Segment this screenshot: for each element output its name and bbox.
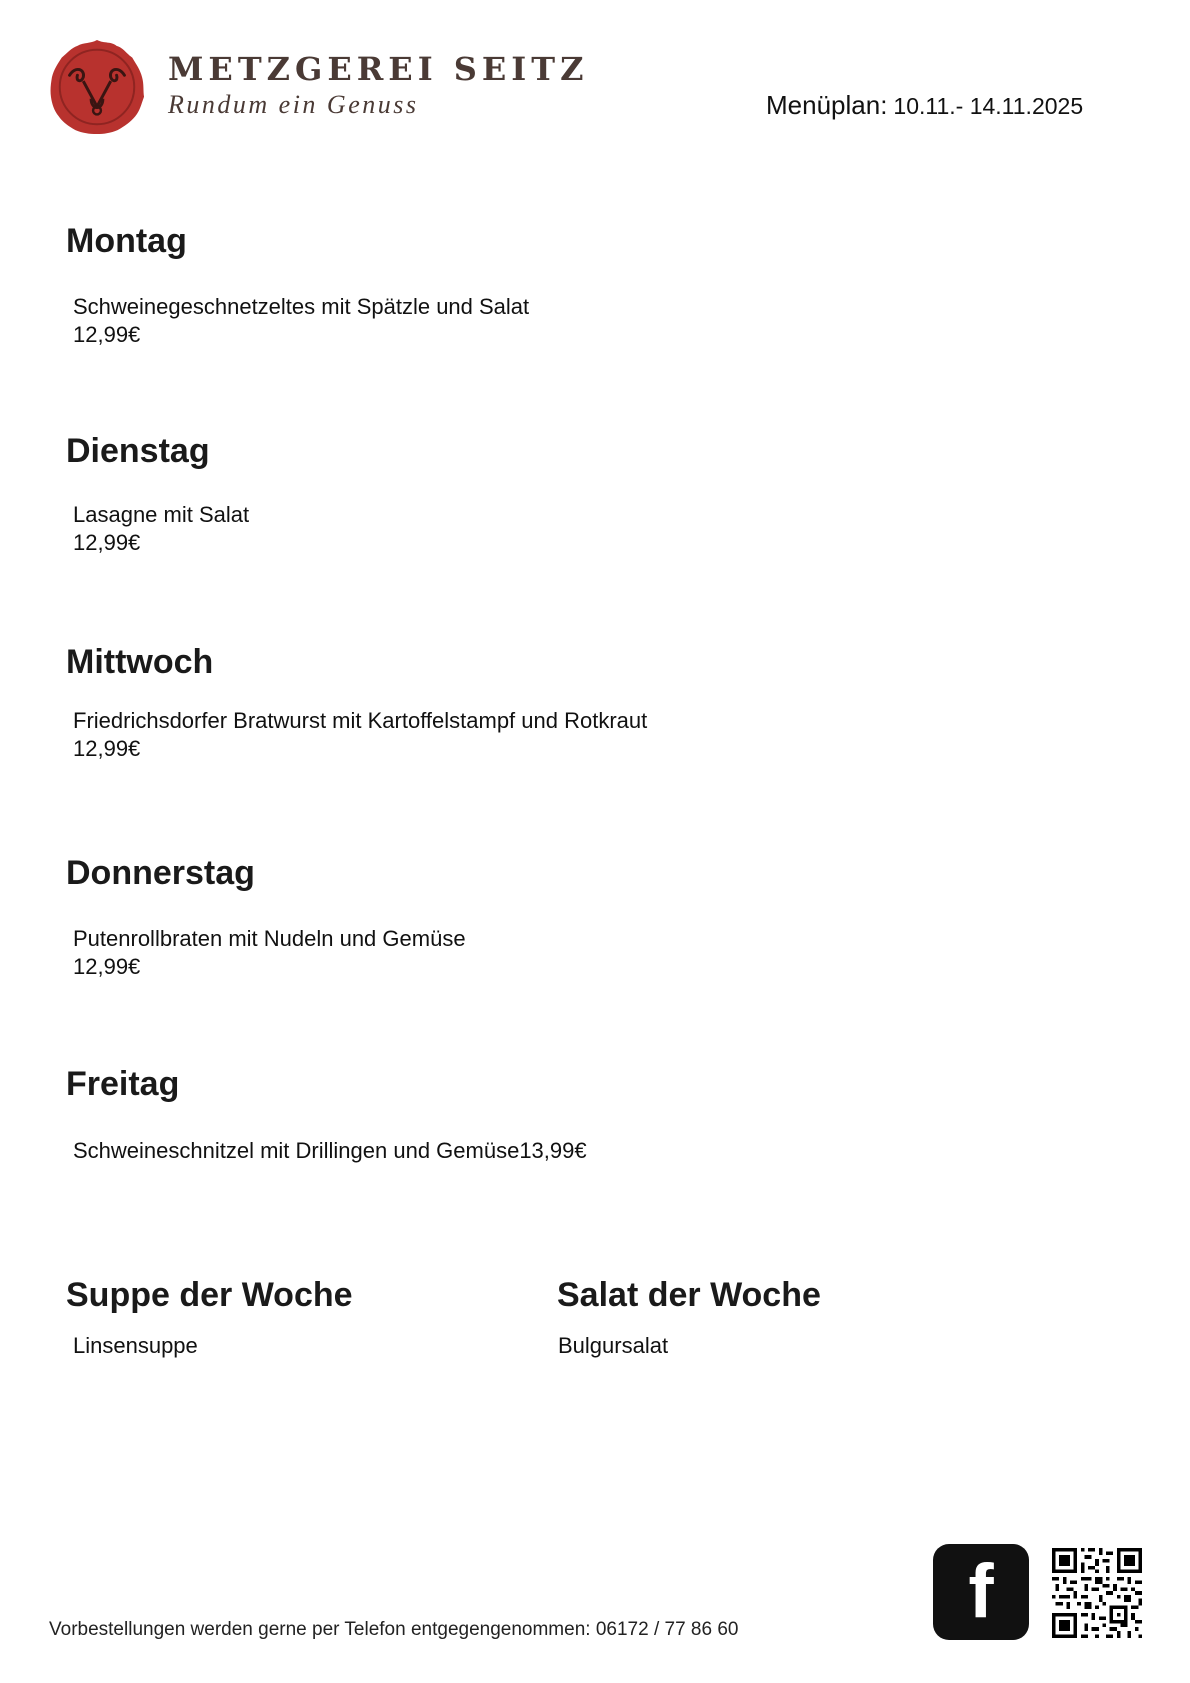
day-heading-thursday: Donnerstag xyxy=(66,854,255,892)
qr-code-icon[interactable] xyxy=(1052,1548,1142,1638)
day-heading-monday: Montag xyxy=(66,222,187,260)
price-monday: 12,99€ xyxy=(73,322,141,347)
dish-wednesday: Friedrichsdorfer Bratwurst mit Kartoffelstampf und Rotkraut xyxy=(73,708,648,733)
brand-name: METZGEREI SEITZ xyxy=(168,50,589,88)
logo-seal-icon xyxy=(48,38,146,136)
price-thursday: 12,99€ xyxy=(73,954,141,979)
menu-period-dates: 10.11.- 14.11.2025 xyxy=(893,93,1084,119)
dish-monday: Schweinegeschnetzeltes mit Spätzle und Salat xyxy=(73,294,530,319)
soup-of-week-item: Linsensuppe xyxy=(73,1333,198,1358)
price-tuesday: 12,99€ xyxy=(73,530,141,555)
brand-slogan: Rundum ein Genuss xyxy=(168,90,419,119)
footer-note: Vorbestellungen werden gerne per Telefon entgegengenommen: 06172 / 77 86 60 xyxy=(49,1619,739,1640)
salad-of-week-heading: Salat der Woche xyxy=(557,1276,821,1314)
price-wednesday: 12,99€ xyxy=(73,736,141,761)
dish-friday: Schweineschnitzel mit Drillingen und Gemüse13,99€ xyxy=(73,1138,587,1163)
day-heading-wednesday: Mittwoch xyxy=(66,643,214,681)
menu-period xyxy=(766,90,1083,121)
salad-of-week-item: Bulgursalat xyxy=(558,1333,669,1358)
day-heading-friday: Freitag xyxy=(66,1065,180,1103)
menu-period-label: Menüplan: xyxy=(766,90,888,120)
facebook-icon[interactable]: f xyxy=(933,1544,1029,1640)
dish-tuesday: Lasagne mit Salat xyxy=(73,502,250,527)
soup-of-week-heading: Suppe der Woche xyxy=(66,1276,353,1314)
day-heading-tuesday: Dienstag xyxy=(66,432,210,470)
dish-thursday: Putenrollbraten mit Nudeln und Gemüse xyxy=(73,926,466,951)
